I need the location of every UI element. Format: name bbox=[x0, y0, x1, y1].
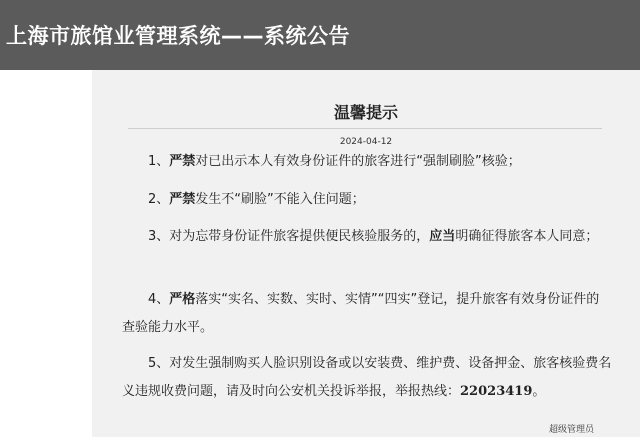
notice-item-1 bbox=[122, 148, 612, 176]
item-emphasis: 应当 bbox=[429, 229, 456, 244]
item-number: 4、 bbox=[148, 292, 170, 307]
title-divider bbox=[128, 128, 602, 129]
notice-item-5 bbox=[122, 350, 612, 406]
item-text: 落实“实名、实数、实时、实情”“四实”登记，提升旅客有效身份证件的查验能力水平。 bbox=[122, 292, 600, 335]
item-text: 明确征得旅客本人同意； bbox=[455, 229, 599, 244]
notice-item-3 bbox=[122, 223, 612, 251]
item-emphasis: 严禁 bbox=[169, 154, 196, 169]
item-text: 发生不“刷脸”不能入住问题； bbox=[195, 192, 365, 207]
notice-item-4 bbox=[122, 286, 612, 342]
hotline-number: 22023419 bbox=[460, 384, 533, 399]
notice-date: 2024-04-12 bbox=[339, 137, 393, 147]
page-title: 上海市旅馆业管理系统——系统公告 bbox=[6, 24, 350, 48]
item-emphasis: 严格 bbox=[169, 292, 196, 307]
item-text: 对已出示本人有效身份证件的旅客进行“强制刷脸”核验； bbox=[195, 154, 521, 169]
item-number: 1、 bbox=[148, 154, 170, 169]
item-text: 对发生强制购买人脸识别设备或以安装费、维护费、设备押金、旅客核验费名义违规收费问题，请及时向公安机关投诉举报，举报热线： bbox=[122, 356, 612, 399]
notice-panel bbox=[92, 70, 640, 437]
notice-item-2 bbox=[122, 186, 612, 214]
app-header bbox=[0, 0, 640, 70]
item-text: 。 bbox=[532, 384, 546, 399]
notice-title: 温馨提示 bbox=[333, 103, 398, 122]
item-emphasis: 严禁 bbox=[169, 192, 196, 207]
item-number: 3、 bbox=[148, 229, 170, 244]
item-text: 对为忘带身份证件旅客提供便民核验服务的， bbox=[169, 229, 430, 244]
notice-signature: 超级管理员 bbox=[548, 425, 594, 435]
item-number: 5、 bbox=[148, 356, 170, 371]
item-number: 2、 bbox=[148, 192, 170, 207]
